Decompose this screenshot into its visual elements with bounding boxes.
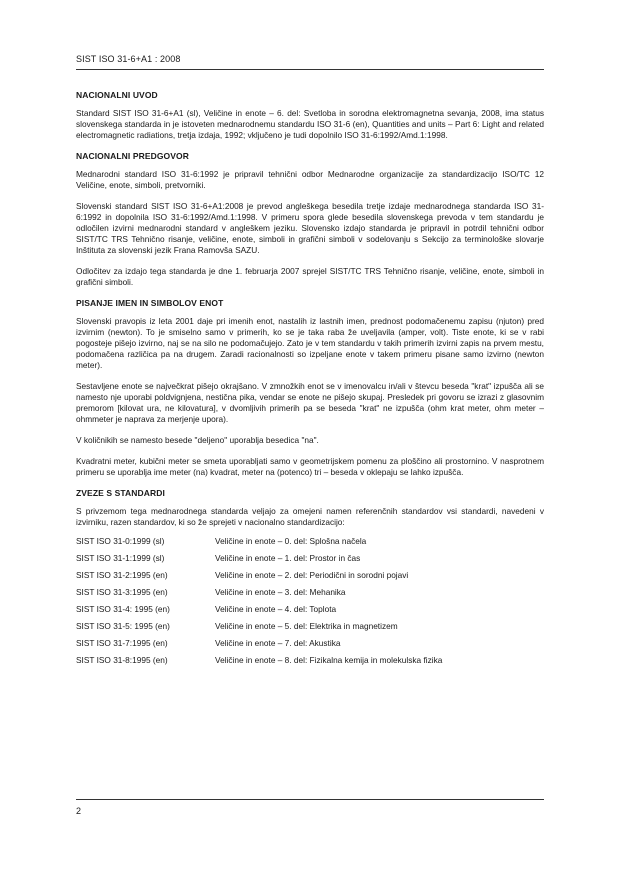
paragraph: Sestavljene enote se največkrat pišejo okrajšano. V zmnožkih enot se v imenovalcu in/ali v števcu beseda "krat" izpušča ali se namesto nje uporabi poldvignjena, nestična pika, vendar se enote ne pišejo skupaj. Presledek pri govoru se izrazi z glasovnim premorom [kilovat ura, ne kilovatura], v dvomljivih primerih pa se beseda "krat" ne izpušča (ohm krat meter, ohm meter – ohmmeter je naprava za merjenje upora). (76, 381, 544, 424)
section-heading-national-intro: NACIONALNI UVOD (76, 90, 158, 100)
reference-row (76, 604, 544, 615)
reference-row (76, 621, 544, 632)
reference-row (76, 536, 544, 547)
reference-row (76, 587, 544, 598)
paragraph: Kvadratni meter, kubični meter se smeta uporabljati samo v geometrijskem pomenu za ploščino ali prostornino. V nasprotnem primeru se uporablja ime meter (na) kvadrat, meter na (potenco) tri – beseda v oklepaju se lahko izpušča. (76, 456, 544, 477)
document-body (76, 90, 544, 672)
reference-code: SIST ISO 31-0:1999 (sl) (76, 536, 165, 546)
reference-title: Veličine in enote – 8. del: Fizikalna kemija in molekulska fizika (215, 655, 443, 665)
reference-title: Veličine in enote – 4. del: Toplota (215, 604, 337, 614)
reference-title: Veličine in enote – 0. del: Splošna načela (215, 536, 367, 546)
paragraph: Mednarodni standard ISO 31-6:1992 je pripravil tehnični odbor Mednarodne organizacije za standardizacijo ISO/TC 12 Veličine, enote, simboli, pretvorniki. (76, 169, 544, 190)
reference-row (76, 570, 544, 581)
paragraph: Slovenski standard SIST ISO 31-6+A1:2008 je prevod angleškega besedila tretje izdaje mednarodnega standarda ISO 31-6:1992 in dopolnila ISO 31-6:1992/Amd.1:1998. V primeru spora glede besedila slovenskega prevoda v tem standardu je odločilen izvirni mednarodni standard v angleškem jeziku. Slovensko izdajo standarda je pripravil in potrdil tehnični odbor SIST/TC TRS Tehnično risanje, veličine, enote, simboli in grafični simboli v sodelovanju s Sekcijo za terminološke slovarje Inštituta za slovenski jezik Frana Ramovša SAZU. (76, 201, 544, 255)
page-number: 2 (76, 806, 82, 816)
reference-code: SIST ISO 31-4: 1995 (en) (76, 604, 170, 614)
reference-row (76, 655, 544, 666)
footer-rule (76, 799, 544, 800)
header-title: SIST ISO 31-6+A1 : 2008 (76, 54, 181, 64)
reference-code: SIST ISO 31-5: 1995 (en) (76, 621, 170, 631)
reference-row (76, 638, 544, 649)
header-rule (76, 69, 544, 70)
section-heading-national-foreword: NACIONALNI PREDGOVOR (76, 151, 189, 161)
reference-code: SIST ISO 31-7:1995 (en) (76, 638, 168, 648)
paragraph: S privzemom tega mednarodnega standarda veljajo za omejeni namen referenčnih standardov vsi standardi, navedeni v izvirniku, razen standardov, ki so že sprejeti v nacionalno standardizacijo: (76, 506, 544, 527)
paragraph: V količnikih se namesto besede "deljeno" uporablja besedica "na". (76, 435, 319, 445)
section-heading-standards-links: ZVEZE S STANDARDI (76, 488, 165, 498)
paragraph: Odločitev za izdajo tega standarda je dne 1. februarja 2007 sprejel SIST/TC TRS Tehnično risanje, veličine, enote, simboli in grafični simboli. (76, 266, 544, 287)
reference-title: Veličine in enote – 3. del: Mehanika (215, 587, 346, 597)
reference-title: Veličine in enote – 2. del: Periodični in sorodni pojavi (215, 570, 409, 580)
reference-title: Veličine in enote – 1. del: Prostor in čas (215, 553, 361, 563)
reference-title: Veličine in enote – 5. del: Elektrika in magnetizem (215, 621, 398, 631)
reference-code: SIST ISO 31-8:1995 (en) (76, 655, 168, 665)
reference-code: SIST ISO 31-1:1999 (sl) (76, 553, 165, 563)
paragraph: Slovenski pravopis iz leta 2001 daje pri imenih enot, nastalih iz lastnih imen, prednost podomačenemu zapisu (njuton) pred izvirnim (newton). To je smiselno samo v primerih, ko se je taka raba že uveljavila (amper, volt). Tiste enote, ki se v rabi pogosteje pišejo izvirno, naj se na silo ne podomačujejo. Zato je v tem standardu v takih primerih izvirni zapis na prvem mestu, podomačena različica pa na drugem. Zaradi racionalnosti so izpeljane enote v takem primeru pisane samo izvirno (newton meter). (76, 316, 544, 370)
section-heading-unit-names: PISANJE IMEN IN SIMBOLOV ENOT (76, 298, 224, 308)
reference-list (76, 536, 544, 666)
reference-title: Veličine in enote – 7. del: Akustika (215, 638, 341, 648)
reference-code: SIST ISO 31-3:1995 (en) (76, 587, 168, 597)
reference-code: SIST ISO 31-2:1995 (en) (76, 570, 168, 580)
reference-row (76, 553, 544, 564)
paragraph: Standard SIST ISO 31-6+A1 (sl), Veličine in enote – 6. del: Svetloba in sorodna elektromagnetna sevanja, 2008, ima status slovenskega standarda in je istoveten mednarodnemu standardu ISO 31-6 (en), Quantities and units – Part 6: Light and related electromagnetic radiations, tretja izdaja, 1992; vključeno je tudi dopolnilo ISO 31-6:1992/Amd.1:1998. (76, 108, 544, 140)
